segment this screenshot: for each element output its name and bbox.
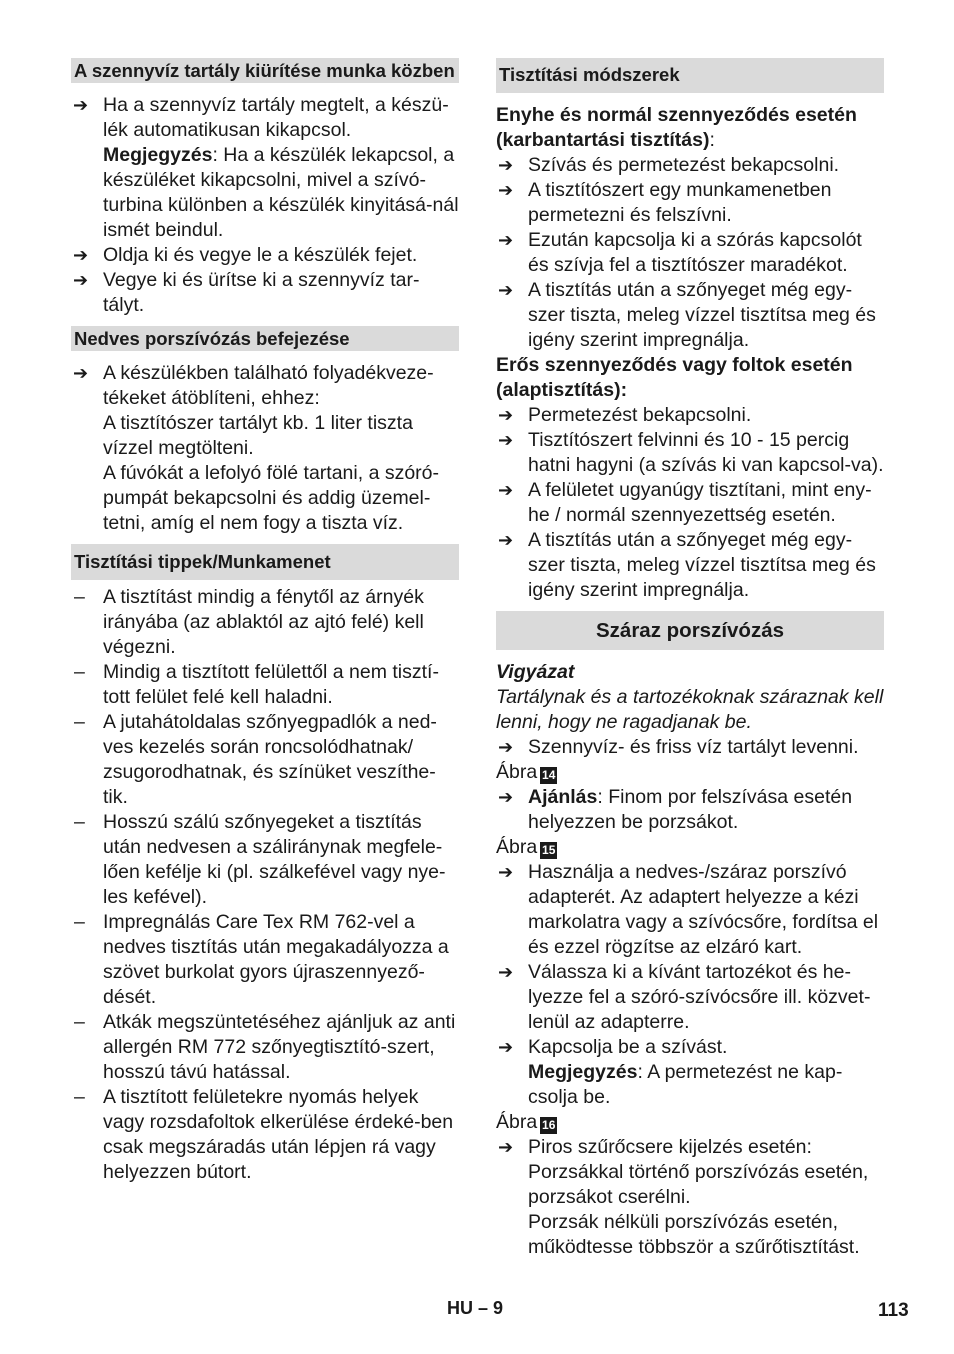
list-item: ➔ Válassza ki a kívánt tartozékot és he-lyezze fel a szóró-szívócsőre ill. közvet-lenül az adapterre. xyxy=(498,961,871,1033)
arrow-icon: ➔ xyxy=(498,230,514,251)
dash-bullet-icon: – xyxy=(74,711,85,733)
heading-cleaning-tips: Tisztítási tippek/Munkamenet xyxy=(71,544,459,580)
arrow-icon: ➔ xyxy=(498,1137,514,1158)
list-item: – Hosszú szálú szőnyegeket a tisztítás után nedvesen a száliránynak megfele-lően kefélje ki (pl. szálkefével vagy nye-les kefével). xyxy=(74,811,446,908)
list-item: ➔ Piros szűrőcsere kijelzés esetén: Porzsákkal történő porszívózás esetén, porzsákot cserélni. Porzsák nélküli porszívózás esetén, működtesse többször a szűrőtisztítást. xyxy=(498,1136,869,1258)
list-item: ➔ A készülékben található folyadékveze-tékeket átöblíteni, ehhez: A tisztítószer tartályt kb. 1 liter tiszta vízzel megtölteni. A fúvókát a lefolyó fölé tartani, a szóró-pumpát bekapcsolni és addig üzemel-tetni, amíg el nem fogy a tiszta víz. xyxy=(73,362,440,534)
figure-number-badge: 14 xyxy=(542,768,556,782)
dash-bullet-icon: – xyxy=(74,661,85,683)
subheading-maintenance-cleaning: Enyhe és normál szennyeződés esetén (karbantartási tisztítás): xyxy=(496,104,857,151)
footer-language-page: HU – 9 xyxy=(447,1298,504,1318)
list-item: – Mindig a tisztított felülettől a nem tisztí-tott felület felé kell haladni. xyxy=(74,661,439,708)
figure-reference: Ábra 15 xyxy=(496,836,556,858)
list-item: ➔ Szívás és permetezést bekapcsolni. xyxy=(498,154,840,176)
footer-page-number: 113 xyxy=(878,1300,909,1321)
note-label: Megjegyzés xyxy=(528,1061,638,1083)
figure-reference: Ábra 14 xyxy=(496,761,556,783)
arrow-icon: ➔ xyxy=(498,405,514,426)
heading-cleaning-methods: Tisztítási módszerek xyxy=(496,58,884,93)
arrow-icon: ➔ xyxy=(73,95,89,116)
arrow-icon: ➔ xyxy=(498,155,514,176)
basic-cleaning-list xyxy=(496,403,884,603)
list-item: ➔ Ha a szennyvíz tartály megtelt, a készü-lék automatikusan kikapcsol. Megjegyzés: Ha a készülék lekapcsol, a készüléket kikapcsolni, mivel a szívó-turbina különben a készülék kinyitásá-nál ismét beindul. xyxy=(73,94,459,241)
arrow-icon: ➔ xyxy=(498,530,514,551)
arrow-icon: ➔ xyxy=(73,245,89,266)
list-item: – A jutahátoldalas szőnyegpadlók a ned-ves kezelés során roncsolódhatnak/ zsugorodhatnak, és színüket veszíthe-tik. xyxy=(74,711,437,808)
list-item: ➔ Oldja ki és vegye le a készülék fejet. xyxy=(73,244,418,266)
arrow-icon: ➔ xyxy=(498,737,514,758)
arrow-icon: ➔ xyxy=(498,787,514,808)
dash-bullet-icon: – xyxy=(74,811,85,833)
list-item: ➔ Ajánlás: Finom por felszívása esetén helyezzen be porzsákot. xyxy=(498,786,853,833)
maintenance-cleaning-list xyxy=(496,153,884,353)
dash-bullet-icon: – xyxy=(74,1086,85,1108)
figure-number-badge: 15 xyxy=(542,843,556,857)
recommendation-label: Ajánlás xyxy=(528,786,598,808)
arrow-icon: ➔ xyxy=(498,862,514,883)
dash-bullet-icon: – xyxy=(74,911,85,933)
list-item: ➔ Permetezést bekapcsolni. xyxy=(498,404,752,426)
list-item: ➔ Kapcsolja be a szívást. Megjegyzés: A permetezést ne kap-csolja be. xyxy=(498,1036,843,1108)
figure-number-badge: 16 xyxy=(542,1118,556,1132)
arrow-icon: ➔ xyxy=(498,480,514,501)
list-item: – A tisztítást mindig a fénytől az árnyék irányába (az ablaktól az ajtó felé) kell végezni. xyxy=(74,586,424,658)
arrow-icon: ➔ xyxy=(498,1037,514,1058)
right-column xyxy=(496,58,884,1260)
arrow-icon: ➔ xyxy=(498,280,514,301)
cleaning-tips-list xyxy=(71,585,459,1185)
arrow-icon: ➔ xyxy=(73,363,89,384)
heading-finish-wet-vacuuming: Nedves porszívózás befejezése xyxy=(71,326,459,351)
arrow-icon: ➔ xyxy=(498,430,514,451)
list-item: ➔ A tisztítószert egy munkamenetben permetezni és felszívni. xyxy=(498,179,832,226)
list-item: ➔ A tisztítás után a szőnyeget még egy-szer tiszta, meleg vízzel tisztítsa meg és igény szerint impregnálja. xyxy=(498,529,876,601)
arrow-icon: ➔ xyxy=(498,962,514,983)
arrow-icon: ➔ xyxy=(498,180,514,201)
figure-reference: Ábra 16 xyxy=(496,1111,556,1133)
heading-dry-vacuuming: Száraz porszívózás xyxy=(496,611,884,650)
caution-text: Tartálynak és a tartozékoknak száraznak kell lenni, hogy ne ragadjanak be. xyxy=(496,686,884,733)
heading-empty-wastewater: A szennyvíz tartály kiürítése munka közben xyxy=(71,58,459,83)
note-label: Megjegyzés xyxy=(103,144,213,166)
subheading-basic-cleaning: Erős szennyeződés vagy foltok esetén (alaptisztítás): xyxy=(496,354,853,401)
list-item: ➔ A tisztítás után a szőnyeget még egy-szer tiszta, meleg vízzel tisztítsa meg és igény szerint impregnálja. xyxy=(498,279,876,351)
list-item: – A tisztított felületekre nyomás helyek vagy rozsdafoltok elkerülése érdeké-ben csak megszáradás után lépjen rá vagy helyezzen bútort. xyxy=(74,1086,454,1183)
list-item: ➔ Vegye ki és ürítse ki a szennyvíz tar-tályt. xyxy=(73,269,420,316)
arrow-icon: ➔ xyxy=(73,270,89,291)
list-item: ➔ Tisztítószert felvinni és 10 - 15 percig hatni hagyni (a szívás ki van kapcsol-va). xyxy=(498,429,884,476)
list-item: ➔ Szennyvíz- és friss víz tartályt levenni. xyxy=(498,736,859,758)
dash-bullet-icon: – xyxy=(74,586,85,608)
list-item: ➔ Használja a nedves-/száraz porszívó adapterét. Az adaptert helyezze a kézi markolatra vagy a szívócsőre, fordítsa el és ezzel rögzítse az elzáró kart. xyxy=(498,861,879,958)
list-item: ➔ A felületet ugyanúgy tisztítani, mint eny-he / normál szennyezettség esetén. xyxy=(498,479,872,526)
list-item: – Impregnálás Care Tex RM 762-vel a nedves tisztítás után megakadályozza a szövet burkolat gyors újraszennyező-dését. xyxy=(74,911,449,1008)
list-item: ➔ Ezután kapcsolja ki a szórás kapcsolót és szívja fel a tisztítószer maradékot. xyxy=(498,229,862,276)
caution-title: Vigyázat xyxy=(496,661,575,683)
list-item: – Atkák megszüntetéséhez ajánljuk az anti allergén RM 772 szőnyegtisztító-szert, hosszú távú hatással. xyxy=(74,1011,456,1083)
left-column xyxy=(71,58,459,1185)
dash-bullet-icon: – xyxy=(74,1011,85,1033)
